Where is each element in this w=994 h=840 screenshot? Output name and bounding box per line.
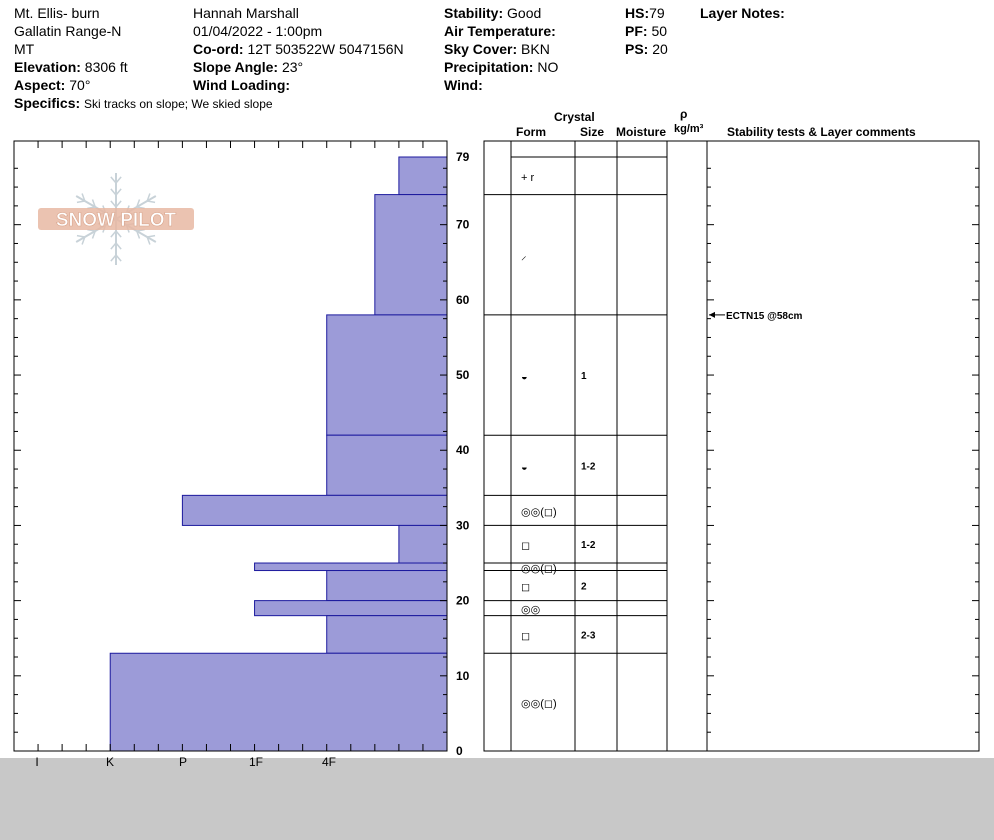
crystal-size-value: 1 bbox=[581, 371, 587, 383]
logo-text: SNOW PILOT bbox=[55, 210, 177, 231]
state-name: MT bbox=[14, 41, 35, 57]
slope-label: Slope Angle: bbox=[193, 59, 279, 75]
depth-tick-label: 79 bbox=[456, 150, 470, 164]
crystal-form-symbol: ◒ bbox=[521, 371, 528, 384]
hardness-tick-label: 1F bbox=[248, 755, 264, 769]
stability-test-markers bbox=[709, 311, 803, 322]
aspect-label: Aspect: bbox=[14, 77, 66, 93]
depth-tick-label: 30 bbox=[456, 518, 470, 533]
hardness-bars bbox=[110, 157, 447, 751]
depth-tick-label: 10 bbox=[456, 668, 470, 683]
slope-value: 23° bbox=[281, 59, 304, 75]
hardness-bar bbox=[255, 563, 447, 571]
hs-label: HS: bbox=[625, 5, 650, 21]
snowpilot-logo bbox=[38, 173, 194, 265]
crystal-form-symbol: + r bbox=[521, 171, 535, 184]
crystal-size-value: 1-2 bbox=[581, 461, 596, 473]
depth-tick-label: 20 bbox=[456, 593, 470, 608]
hardness-bar bbox=[327, 571, 447, 601]
elevation-value: 8306 ft bbox=[84, 59, 128, 75]
crystal-form-symbol: ◒ bbox=[521, 461, 528, 474]
crystal-header: Crystal bbox=[554, 110, 595, 124]
snowflake-branch bbox=[147, 236, 155, 237]
depth-tick-label: 40 bbox=[456, 443, 470, 458]
layer-table-frame bbox=[484, 141, 979, 751]
hardness-tick-label: P bbox=[178, 755, 188, 769]
hardness-bar bbox=[182, 495, 447, 525]
stability-label: Stability: bbox=[444, 5, 504, 21]
ps-label: PS: bbox=[625, 41, 649, 57]
hardness-bar bbox=[327, 616, 447, 654]
hardness-bar bbox=[255, 601, 447, 616]
air-temp-label: Air Temperature: bbox=[444, 23, 556, 39]
depth-tick-label: 70 bbox=[456, 217, 470, 232]
pf-label: PF: bbox=[625, 23, 648, 39]
location-name: Mt. Ellis- burn bbox=[14, 5, 100, 21]
hardness-tick-label: I bbox=[35, 755, 39, 769]
precip-label: Precipitation: bbox=[444, 59, 534, 75]
hs-value: 79 bbox=[649, 5, 665, 21]
sky-cover-label: Sky Cover: bbox=[444, 41, 518, 57]
elevation-label: Elevation: bbox=[14, 59, 81, 75]
range-name: Gallatin Range-N bbox=[14, 23, 122, 39]
crystal-size-value: 2-3 bbox=[581, 630, 596, 642]
test-arrow-head bbox=[709, 312, 715, 318]
size-header: Size bbox=[580, 125, 605, 139]
moisture-header: Moisture bbox=[616, 125, 667, 139]
stability-test-label: ECTN15 @58cm bbox=[726, 310, 803, 322]
hardness-bar bbox=[327, 315, 447, 435]
sky-cover-value: BKN bbox=[521, 41, 550, 57]
specifics-value: Ski tracks on slope; We skied slope bbox=[84, 97, 273, 111]
wind-loading-label: Wind Loading: bbox=[193, 77, 291, 93]
density-symbol: ρ bbox=[680, 107, 688, 121]
hardness-bar bbox=[110, 653, 447, 751]
depth-tick-label: 50 bbox=[456, 368, 470, 383]
crystal-form-symbol: ◎◎(◻) bbox=[521, 698, 557, 711]
observation-datetime: 01/04/2022 - 1:00pm bbox=[193, 23, 323, 39]
hardness-bar bbox=[375, 195, 447, 315]
crystal-form-symbol: ⸝ bbox=[521, 250, 527, 263]
precip-value: NO bbox=[537, 59, 559, 75]
snowflake-branch bbox=[77, 236, 85, 237]
form-header: Form bbox=[516, 125, 546, 139]
crystal-form-symbol: ◎◎(◻) bbox=[521, 562, 557, 575]
crystal-form-symbol: ◻ bbox=[521, 581, 531, 594]
crystal-form-symbol: ◎◎(◻) bbox=[521, 506, 557, 519]
hardness-bar bbox=[399, 157, 447, 195]
layer-notes-label-text: Layer Notes: bbox=[700, 5, 785, 21]
snowflake-branch bbox=[77, 201, 85, 202]
crystal-form-symbol: ◎◎ bbox=[521, 604, 541, 617]
wind-label: Wind: bbox=[444, 77, 483, 93]
observer-name: Hannah Marshall bbox=[193, 5, 299, 21]
crystal-size-value: 2 bbox=[581, 581, 587, 593]
depth-tick-label: 0 bbox=[456, 744, 463, 758]
snowflake-branch bbox=[147, 201, 155, 202]
stability-tests-header: Stability tests & Layer comments bbox=[727, 125, 916, 139]
hardness-bar bbox=[399, 525, 447, 563]
crystal-form-symbol: ◻ bbox=[521, 540, 531, 553]
crystal-size-value: 1-2 bbox=[581, 540, 596, 552]
hardness-tick-label: 4F bbox=[321, 755, 337, 769]
pf-value: 50 bbox=[651, 23, 668, 39]
hardness-bar bbox=[327, 435, 447, 495]
crystal-form-symbol: ◻ bbox=[521, 630, 531, 643]
density-unit: kg/m³ bbox=[674, 123, 704, 135]
specifics-label: Specifics: bbox=[14, 95, 81, 111]
aspect-value: 70° bbox=[69, 77, 91, 93]
stability-value: Good bbox=[507, 5, 542, 21]
ps-value: 20 bbox=[652, 41, 668, 57]
coord-label: Co-ord: bbox=[193, 41, 244, 57]
hardness-tick-label: K bbox=[105, 755, 115, 769]
coord-value: 12T 503522W 5047156N bbox=[247, 41, 404, 57]
depth-tick-label: 60 bbox=[456, 292, 470, 307]
